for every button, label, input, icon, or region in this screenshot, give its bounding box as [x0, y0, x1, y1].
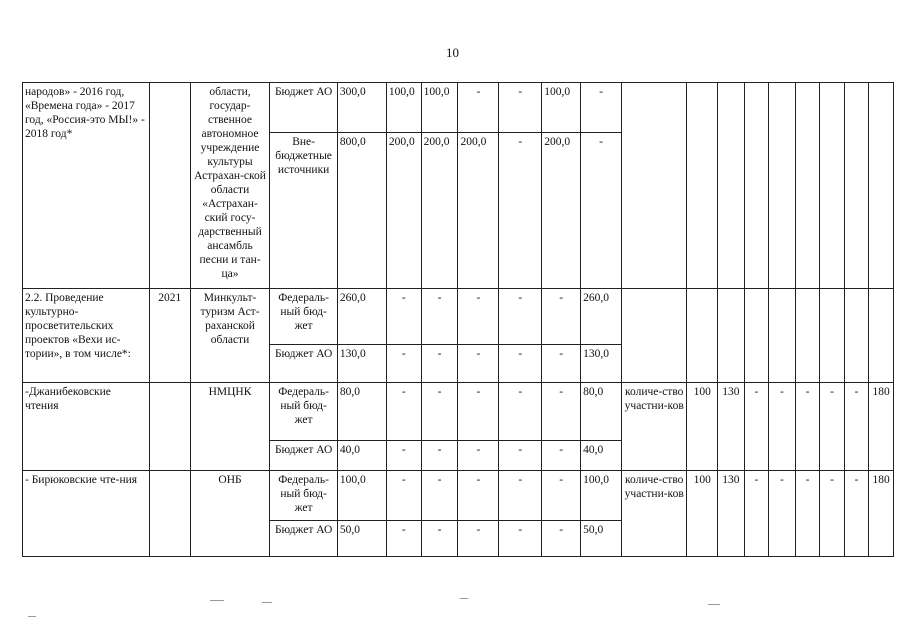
year-cell [149, 383, 190, 471]
indicator-value-cell [820, 289, 845, 383]
indicator-cell [622, 289, 687, 383]
funding-source-cell: Федераль-ный бюд-жет [270, 289, 337, 345]
value-cell: - [458, 345, 499, 383]
value-cell: - [542, 345, 581, 383]
value-cell: - [458, 471, 499, 521]
indicator-value-cell [844, 83, 869, 289]
value-cell: - [458, 289, 499, 345]
value-cell: - [458, 441, 499, 471]
indicator-value-cell: - [795, 383, 820, 471]
value-cell: - [499, 289, 542, 345]
value-cell: - [421, 383, 458, 441]
indicator-value-cell [820, 83, 845, 289]
value-cell: - [542, 441, 581, 471]
value-cell: - [386, 441, 421, 471]
funding-source-cell: Вне-бюджетные источники [270, 133, 337, 289]
value-cell: - [386, 345, 421, 383]
indicator-value-cell [744, 289, 769, 383]
scan-artifact [460, 598, 468, 599]
indicator-value-cell [718, 289, 745, 383]
indicator-value-cell [795, 289, 820, 383]
measure-name-cell: народов» - 2016 год, «Времена года» - 2017 год, «Россия-это МЫ!» - 2018 год* [23, 83, 150, 289]
indicator-value-cell: - [769, 471, 796, 557]
value-cell: - [499, 345, 542, 383]
value-cell: 200,0 [421, 133, 458, 289]
indicator-value-cell [687, 83, 718, 289]
table-row [23, 471, 894, 521]
value-cell: - [421, 521, 458, 557]
value-cell: - [421, 441, 458, 471]
indicator-value-cell [769, 289, 796, 383]
value-cell: - [499, 383, 542, 441]
value-cell: - [421, 345, 458, 383]
value-cell: 100,0 [421, 83, 458, 133]
scan-artifact [28, 616, 36, 617]
indicator-value-cell [869, 289, 894, 383]
indicator-value-cell: - [844, 471, 869, 557]
value-cell: 200,0 [386, 133, 421, 289]
value-cell: 130,0 [581, 345, 622, 383]
year-cell [149, 471, 190, 557]
year-cell: 2021 [149, 289, 190, 383]
executor-cell: области, государ-ственное автономное учреждение культуры Астрахан-ской области «Астрахан-ский госу-дарственный ансамбль песни и тан-ца» [190, 83, 270, 289]
indicator-value-cell: - [844, 383, 869, 471]
indicator-value-cell: - [744, 471, 769, 557]
value-cell: 200,0 [542, 133, 581, 289]
indicator-value-cell: 100 [687, 471, 718, 557]
value-cell: 50,0 [337, 521, 386, 557]
funding-source-cell: Федераль-ный бюд-жет [270, 383, 337, 441]
value-cell: 100,0 [337, 471, 386, 521]
value-cell: - [499, 133, 542, 289]
value-cell: 800,0 [337, 133, 386, 289]
funding-source-cell: Бюджет АО [270, 521, 337, 557]
value-cell: - [458, 83, 499, 133]
value-cell: 300,0 [337, 83, 386, 133]
scan-artifact [262, 602, 272, 603]
executor-cell: НМЦНК [190, 383, 270, 471]
value-cell: 100,0 [542, 83, 581, 133]
value-cell: - [499, 471, 542, 521]
indicator-value-cell: 100 [687, 383, 718, 471]
value-cell: - [458, 521, 499, 557]
measure-name-cell: - Бирюковские чте-ния [23, 471, 150, 557]
indicator-value-cell: - [744, 383, 769, 471]
measure-name-cell: 2.2. Проведение культурно-просветительских проектов «Вехи ис-тории», в том числе*: [23, 289, 150, 383]
funding-source-cell: Бюджет АО [270, 83, 337, 133]
value-cell: - [499, 441, 542, 471]
indicator-value-cell: 130 [718, 383, 745, 471]
indicator-value-cell [744, 83, 769, 289]
value-cell: - [581, 83, 622, 133]
table-row [23, 289, 894, 345]
year-cell [149, 83, 190, 289]
value-cell: 50,0 [581, 521, 622, 557]
indicator-cell: количе-ство участни-ков [622, 383, 687, 471]
indicator-value-cell: - [769, 383, 796, 471]
value-cell: - [581, 133, 622, 289]
value-cell: 200,0 [458, 133, 499, 289]
table-row [23, 383, 894, 441]
value-cell: - [458, 383, 499, 441]
value-cell: - [386, 521, 421, 557]
value-cell: - [421, 289, 458, 345]
value-cell: - [421, 471, 458, 521]
table-row [23, 83, 894, 133]
executor-cell: Минкульт-туризм Аст-раханской области [190, 289, 270, 383]
budget-table [22, 82, 894, 557]
indicator-value-cell: 180 [869, 471, 894, 557]
executor-cell: ОНБ [190, 471, 270, 557]
indicator-value-cell [795, 83, 820, 289]
value-cell: - [386, 289, 421, 345]
indicator-value-cell: - [795, 471, 820, 557]
indicator-value-cell: - [820, 383, 845, 471]
value-cell: - [542, 521, 581, 557]
indicator-value-cell: 180 [869, 383, 894, 471]
value-cell: - [386, 471, 421, 521]
indicator-cell [622, 83, 687, 289]
funding-source-cell: Федераль-ный бюд-жет [270, 471, 337, 521]
indicator-value-cell: - [820, 471, 845, 557]
value-cell: 100,0 [386, 83, 421, 133]
value-cell: - [542, 289, 581, 345]
indicator-value-cell: 130 [718, 471, 745, 557]
value-cell: - [542, 383, 581, 441]
indicator-cell: количе-ство участни-ков [622, 471, 687, 557]
funding-source-cell: Бюджет АО [270, 345, 337, 383]
value-cell: - [542, 471, 581, 521]
indicator-value-cell [718, 83, 745, 289]
value-cell: 260,0 [581, 289, 622, 345]
value-cell: 100,0 [581, 471, 622, 521]
value-cell: 130,0 [337, 345, 386, 383]
scan-artifact [708, 604, 720, 605]
measure-name-cell: -Джанибековские чтения [23, 383, 150, 471]
value-cell: 80,0 [581, 383, 622, 441]
funding-source-cell: Бюджет АО [270, 441, 337, 471]
value-cell: - [386, 383, 421, 441]
indicator-value-cell [687, 289, 718, 383]
value-cell: - [499, 83, 542, 133]
indicator-value-cell [769, 83, 796, 289]
value-cell: - [499, 521, 542, 557]
indicator-value-cell [869, 83, 894, 289]
page-number: 10 [446, 45, 459, 60]
value-cell: 260,0 [337, 289, 386, 345]
scan-artifact [210, 600, 224, 601]
value-cell: 40,0 [337, 441, 386, 471]
indicator-value-cell [844, 289, 869, 383]
value-cell: 40,0 [581, 441, 622, 471]
value-cell: 80,0 [337, 383, 386, 441]
